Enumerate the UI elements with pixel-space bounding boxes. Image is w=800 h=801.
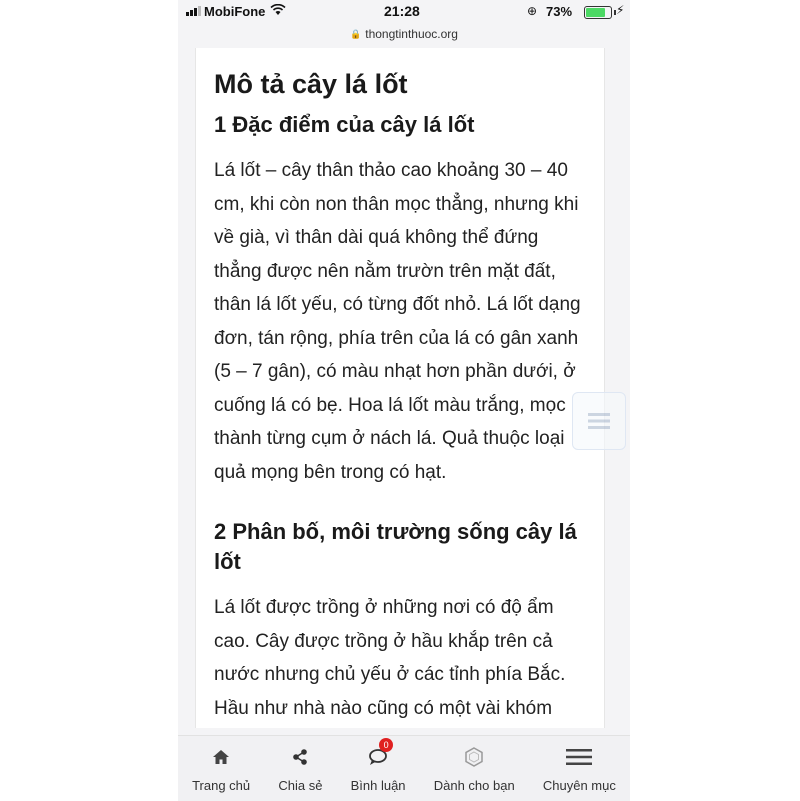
lock-icon: 🔒 <box>350 28 362 39</box>
nav-label: Chia sẻ <box>278 778 323 793</box>
battery-percent: 73% <box>546 4 573 19</box>
nav-label: Trang chủ <box>192 778 251 793</box>
carrier-name: MobiFone <box>204 4 266 19</box>
battery-icon <box>584 6 612 19</box>
status-time: 21:28 <box>384 3 420 19</box>
nav-home[interactable] <box>192 736 250 793</box>
menu-icon <box>566 748 592 766</box>
nav-label: Bình luận <box>350 778 406 793</box>
phone-screen <box>178 0 630 800</box>
hexagon-icon <box>464 747 484 767</box>
home-icon <box>212 749 230 765</box>
share-icon <box>291 748 309 766</box>
charging-icon: ⚡ <box>616 3 625 17</box>
nav-comment[interactable] <box>351 736 406 793</box>
article-content <box>195 48 605 728</box>
table-of-contents-button[interactable] <box>572 392 626 450</box>
bottom-navigation <box>178 735 630 801</box>
nav-label: Chuyên mục <box>542 778 616 793</box>
comment-count-badge: 0 <box>379 738 393 752</box>
section-heading: 1 Đặc điểm của cây lá lốt <box>214 112 475 137</box>
nav-label: Dành cho bạn <box>433 778 515 793</box>
list-icon <box>584 406 614 436</box>
url-text: thongtinthuoc.org <box>365 27 458 41</box>
nav-for-you[interactable] <box>434 736 515 793</box>
orientation-lock-icon: ⊕ <box>527 4 538 18</box>
article-title: Mô tả cây lá lốt <box>214 69 408 99</box>
section-body: Lá lốt – cây thân thảo cao khoảng 30 – 40 cm, khi còn non thân mọc thẳng, nhưng khi về già, vì thân dài quá không thể đứng thẳng được nên nằm trườn trên mặt đất, thân lá lốt yếu, có từng đốt nhỏ. Lá lốt dạng đơn, tán rộng, phía trên của lá có gân xanh (5 – 7 gân), có màu nhạt hơn phần dưới, ở cuống lá có bẹ. Hoa lá lốt màu trắng, mọc thành từng cụm ở nách lá. Quả thuộc loại quả mọng bên trong có hạt. <box>214 160 581 483</box>
address-bar[interactable] <box>178 24 630 44</box>
wifi-icon <box>270 4 286 19</box>
section-heading: 2 Phân bố, môi trường sống cây lá lốt <box>214 519 577 574</box>
nav-share[interactable] <box>278 736 322 793</box>
section-body: Lá lốt được trồng ở những nơi có độ ẩm cao. Cây được trồng ở hầu khắp trên cả nước nhưng chủ yếu ở các tỉnh phía Bắc. Hầu như nhà nào cũng có một vài khóm <box>214 597 566 719</box>
nav-categories[interactable] <box>543 736 616 793</box>
status-bar <box>178 0 630 24</box>
signal-icon <box>186 6 201 16</box>
